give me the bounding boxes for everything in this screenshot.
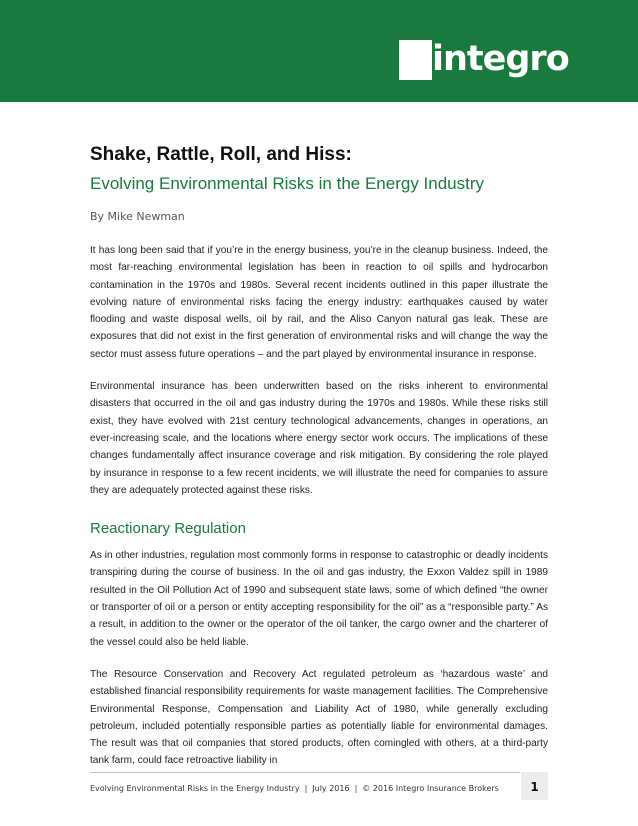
- article-subtitle: Evolving Environmental Risks in the Energy Industry: [90, 174, 485, 193]
- section-paragraph-2: The Resource Conservation and Recovery Act regulated petroleum as ‘hazardous waste’ and established financial responsibility requirements for waste management facilities. The Comprehensive Environmental Response, Compensation and Liability Act of 1980, while generally excluding petroleum, included potentially responsible parties as potentially liable for environmental damages. The result was that oil companies that stored products, often comingled with others, at a third-party tank farm, could face retroactive liability in: [90, 668, 548, 767]
- header-banner: [0, 0, 638, 102]
- footer-separator: |: [354, 784, 358, 793]
- intro-paragraph-2: Environmental insurance has been underwritten based on the risks inherent to environmental disasters that occurred in the oil and gas industry during the 1970s and 1980s. While these risks still exist, they have evolved with 21st century technological advancements, changes in operations, an ever-increasing scale, and the locations where energy sector work occurs. The implications of these changes fundamentally affect insurance coverage and risk mitigation. By considering the role played by insurance in response to a few recent incidents, we will illustrate the need for companies to assure they are adequately protected against these risks.: [90, 381, 548, 496]
- logo-square-icon: [399, 40, 432, 80]
- section-paragraph-1: As in other industries, regulation most commonly forms in response to catastrophic or deadly incidents transpiring during the course of business. In the oil and gas industry, the Exxon Valdez spill in 1989 resulted in the Oil Pollution Act of 1990 and subsequent state laws, some of which defined “the owner or transporter of oil or a person or entity accepting responsibility for the oil” as a “responsible party.” As a result, in addition to the owner or the operator of the oil tanker, the cargo owner and the charterer of the vessel could also be held liable.: [90, 550, 548, 648]
- footer-doc-title: Evolving Environmental Risks in the Energy Industry: [90, 784, 300, 793]
- footer-copyright: © 2016 Integro Insurance Brokers: [362, 784, 499, 793]
- article: [90, 143, 548, 770]
- footer-separator: |: [304, 784, 308, 793]
- intro-paragraph-1: It has long been said that if you’re in the energy business, you’re in the cleanup business. Indeed, the most far-reaching environmental legislation has been in reaction to oil spills and hydrocarbon contamination in the 1970s and 1980s. Several recent incidents outlined in this paper illustrate the evolving nature of environmental risks facing the energy industry: earthquakes caused by water flooding and waste disposal wells, oil by rail, and the Aliso Canyon natural gas leak. These are exposures that did not exist in the first generation of environmental risks and will change the way the sector must assess future operations – and the part played by environmental insurance in response.: [90, 245, 548, 360]
- section-heading: Reactionary Regulation: [90, 520, 246, 538]
- footer-divider: [90, 772, 520, 773]
- logo-text: integro: [432, 39, 569, 79]
- page-number: 1: [521, 772, 548, 800]
- footer-text: [90, 783, 499, 795]
- byline: By Mike Newman: [90, 210, 185, 223]
- article-title: Shake, Rattle, Roll, and Hiss:: [90, 144, 352, 165]
- footer-date: July 2016: [312, 784, 350, 793]
